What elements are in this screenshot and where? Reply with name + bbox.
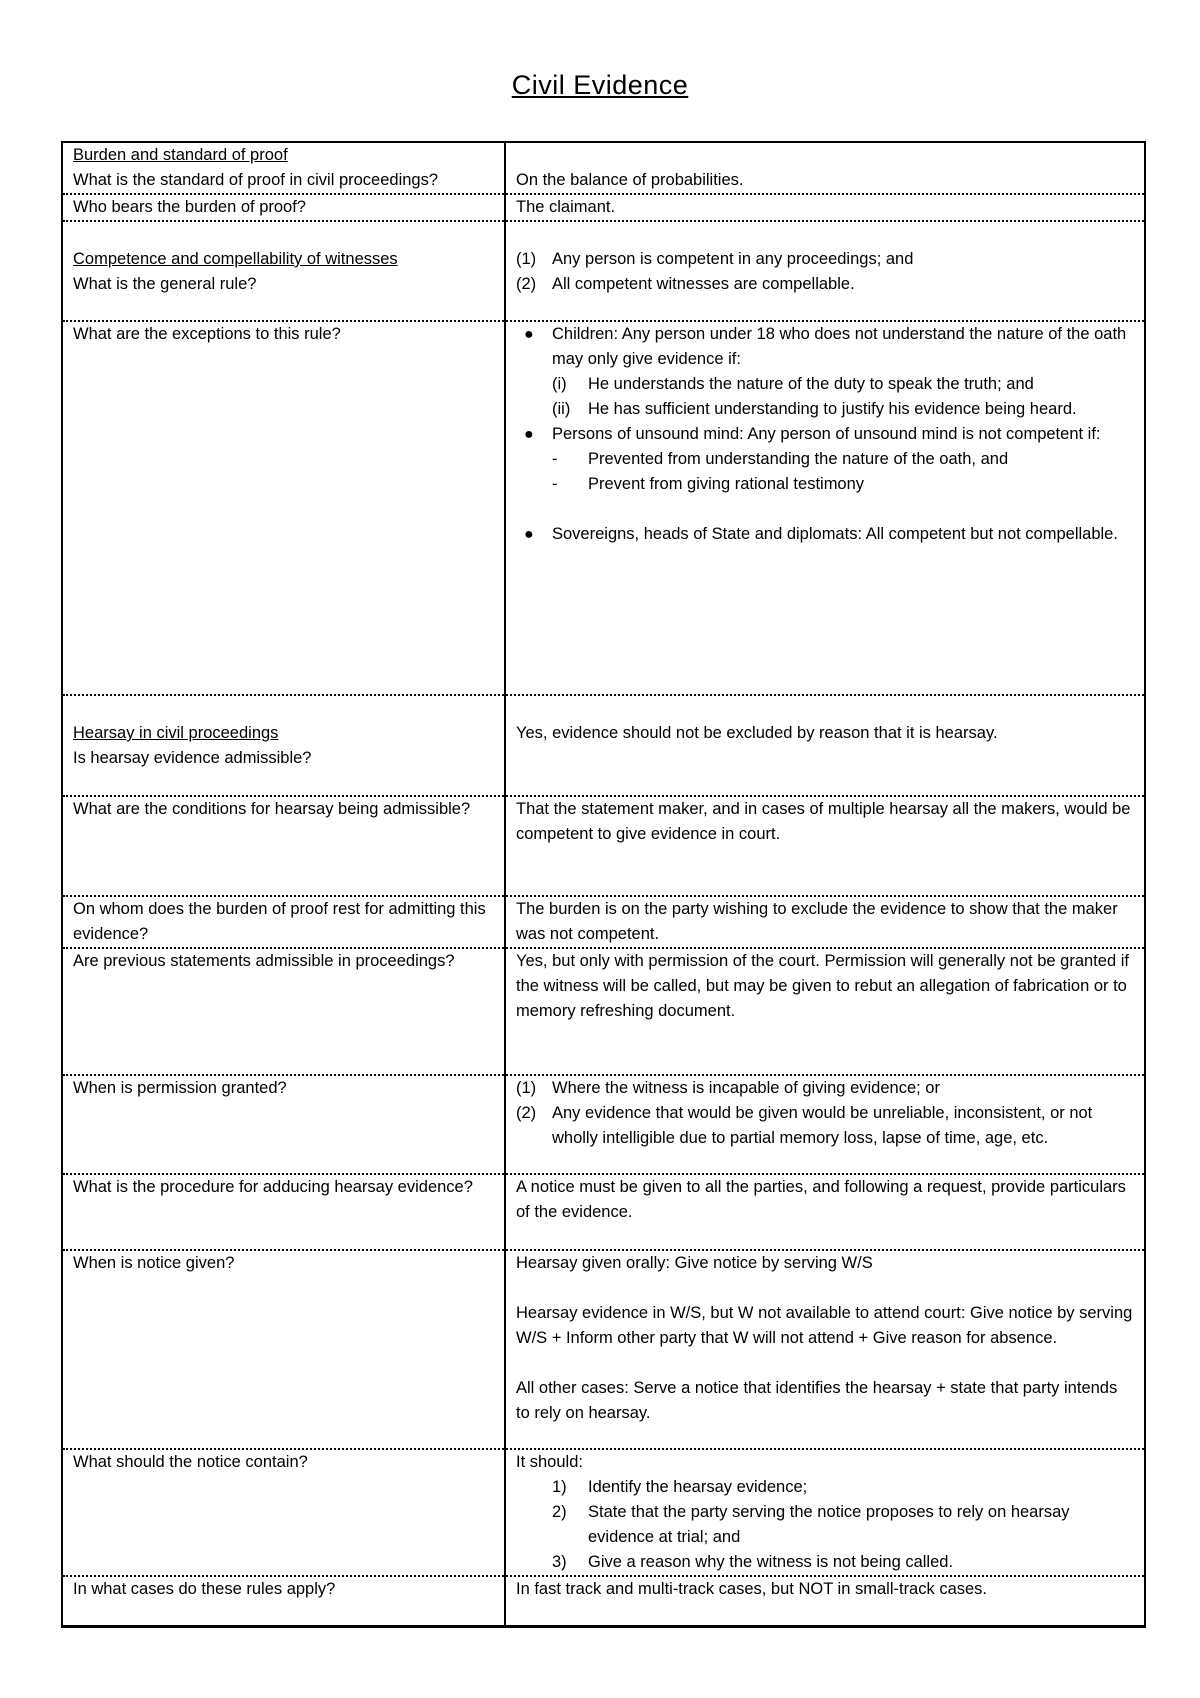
question-cell [62,1075,505,1174]
answer-text: Yes, evidence should not be excluded by reason that it is hearsay. [516,724,998,742]
table-row [62,896,1145,948]
question-cell [62,142,505,194]
question-cell [62,321,505,695]
list-item: (ii) He has sufficient understanding to justify his evidence being heard. [552,400,1077,418]
section-heading: Hearsay in civil proceedings [73,724,279,742]
sub-list [516,372,1134,422]
list-item: (1) Where the witness is incapable of giving evidence; or [516,1079,940,1097]
numbered-list [516,247,1134,297]
answer-cell [505,142,1145,194]
list-item: 3) Give a reason why the witness is not being called. [552,1553,954,1571]
bullet-icon: ● [524,326,534,343]
question-text: What is the procedure for adducing hearsay evidence? [73,1178,473,1196]
answer-cell [505,194,1145,221]
list-item: ● Sovereigns, heads of State and diplomats: All competent but not compellable. [516,522,1134,547]
answer-text: The burden is on the party wishing to exclude the evidence to show that the maker was not competent. [516,900,1118,943]
answer-cell [505,695,1145,796]
answer-paragraph: Hearsay given orally: Give notice by serving W/S [516,1254,873,1272]
qa-table [61,141,1146,1628]
question-cell [62,1250,505,1449]
answer-cell [505,896,1145,948]
answer-cell [505,948,1145,1075]
question-cell [62,1174,505,1250]
numbered-list [516,1475,1134,1575]
page-title: Civil Evidence [511,70,689,100]
list-item: ● Children: Any person under 18 who does not understand the nature of the oath may only give evidence if: (i) He understands the nature of the duty to speak the truth; and (ii) He has sufficient understanding to justify his evidence being heard. [516,322,1134,422]
question-text: On whom does the burden of proof rest for admitting this evidence? [73,900,486,943]
question-text: What should the notice contain? [73,1453,308,1471]
table-row [62,1250,1145,1449]
question-cell [62,796,505,896]
table-row [62,142,1145,194]
table-row [62,1576,1145,1626]
list-item: 1) Identify the hearsay evidence; [552,1478,808,1496]
answer-intro: It should: [516,1453,583,1471]
table-row [62,194,1145,221]
answer-cell [505,221,1145,321]
list-item: (i) He understands the nature of the duty to speak the truth; and [552,375,1034,393]
bullet-icon: ● [524,426,534,443]
list-item: - Prevent from giving rational testimony [552,475,865,493]
answer-cell [505,1449,1145,1576]
table-row [62,1449,1145,1576]
question-cell [62,1449,505,1576]
question-cell [62,948,505,1075]
table-row [62,948,1145,1075]
list-item: (1) Any person is competent in any proceedings; and [516,250,914,268]
question-cell [62,1576,505,1626]
answer-paragraph: All other cases: Serve a notice that identifies the hearsay + state that party intends to rely on hearsay. [516,1379,1118,1422]
answer-text: On the balance of probabilities. [516,171,744,189]
list-item: - Prevented from understanding the nature of the oath, and [552,450,1009,468]
list-item: (2) All competent witnesses are compellable. [516,275,855,293]
question-text: When is permission granted? [73,1079,287,1097]
answer-cell [505,1250,1145,1449]
answer-cell [505,321,1145,695]
section-heading: Competence and compellability of witnesses [73,250,398,268]
table-row [62,321,1145,695]
list-item: (2) Any evidence that would be given would be unreliable, inconsistent, or not wholly intelligible due to partial memory loss, lapse of time, age, etc. [516,1104,1093,1147]
question-text: When is notice given? [73,1254,235,1272]
answer-text: The claimant. [516,198,616,216]
table-row [62,221,1145,321]
sub-list [516,447,1134,497]
question-cell [62,194,505,221]
answer-text: A notice must be given to all the parties, and following a request, provide particulars of the evidence. [516,1178,1126,1221]
table-row [62,1075,1145,1174]
question-text: What is the general rule? [73,275,257,293]
answer-cell [505,1576,1145,1626]
question-text: What is the standard of proof in civil proceedings? [73,171,439,189]
answer-paragraph: Hearsay evidence in W/S, but W not available to attend court: Give notice by serving W/S + Inform other party that W will not attend + Give reason for absence. [516,1304,1133,1347]
question-text: What are the conditions for hearsay being admissible? [73,800,471,818]
answer-text: In fast track and multi-track cases, but NOT in small-track cases. [516,1580,988,1598]
bullet-list [516,322,1134,547]
section-heading: Burden and standard of proof [73,146,288,164]
table-row [62,695,1145,796]
bullet-icon: ● [524,526,534,543]
table-row [62,1174,1145,1250]
list-item: ● Persons of unsound mind: Any person of unsound mind is not competent if: - Prevented from understanding the nature of the oath, and - Prevent from giving rational testimony [516,422,1134,522]
question-text: What are the exceptions to this rule? [73,325,341,343]
question-text: Who bears the burden of proof? [73,198,306,216]
answer-cell [505,796,1145,896]
answer-text: Yes, but only with permission of the court. Permission will generally not be granted if the witness will be called, but may be given to rebut an allegation of fabrication or to memory refreshing document. [516,952,1129,1020]
question-text: In what cases do these rules apply? [73,1580,336,1598]
numbered-list [516,1076,1134,1151]
question-cell [62,695,505,796]
question-text: Are previous statements admissible in proceedings? [73,952,455,970]
answer-text: That the statement maker, and in cases of multiple hearsay all the makers, would be competent to give evidence in court. [516,800,1131,843]
answer-cell [505,1174,1145,1250]
answer-cell [505,1075,1145,1174]
question-cell [62,221,505,321]
table-row [62,796,1145,896]
question-text: Is hearsay evidence admissible? [73,749,312,767]
list-item: 2) State that the party serving the notice proposes to rely on hearsay evidence at trial; and [552,1503,1070,1546]
question-cell [62,896,505,948]
